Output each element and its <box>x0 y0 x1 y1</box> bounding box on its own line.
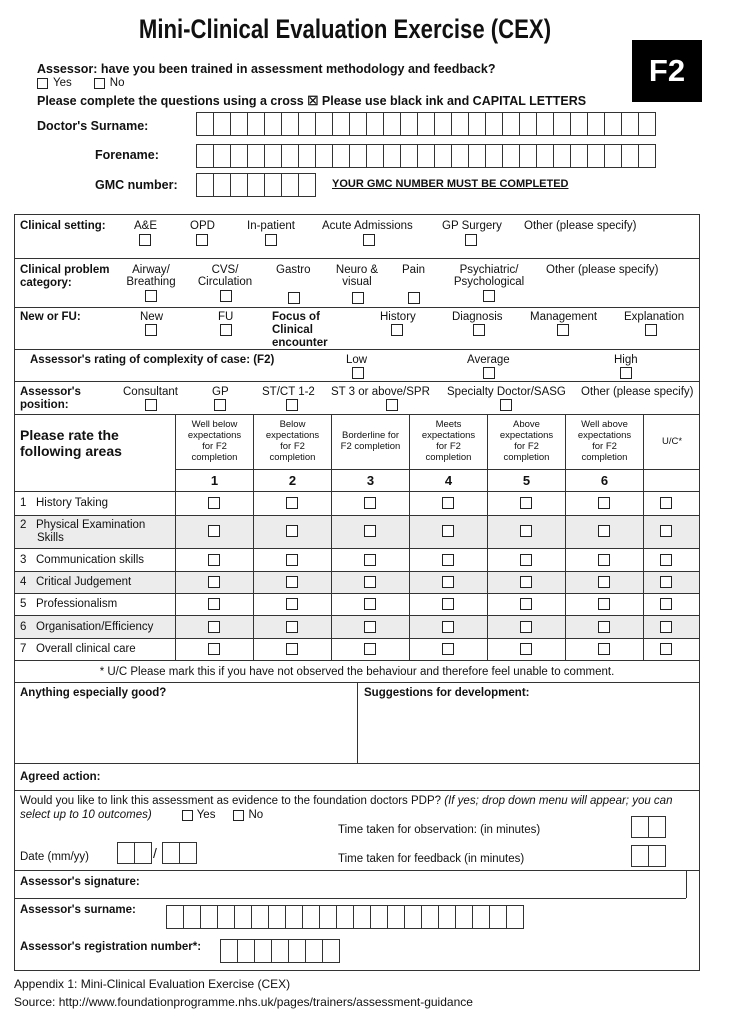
rating-checkbox-row3-col1[interactable] <box>208 554 220 566</box>
char-cell[interactable] <box>271 939 289 963</box>
col-header-above: Above expectations for F2 completion <box>499 419 554 463</box>
char-cell[interactable] <box>553 144 571 168</box>
gmc-number-input[interactable] <box>196 173 315 197</box>
char-cell[interactable] <box>213 173 231 197</box>
link-no-checkbox[interactable] <box>233 810 244 821</box>
problem-gastro-label: Gastro <box>276 264 311 276</box>
rating-checkbox-row3-col3[interactable] <box>364 554 376 566</box>
char-cell[interactable] <box>455 905 473 929</box>
time-observation-input[interactable] <box>631 816 665 838</box>
rating-checkbox-row3-col5[interactable] <box>520 554 532 566</box>
complexity-low-checkbox[interactable] <box>352 367 364 379</box>
rating-checkbox-row6-col7[interactable] <box>660 621 672 633</box>
char-cell[interactable] <box>230 112 248 136</box>
char-cell[interactable] <box>302 905 320 929</box>
rating-checkbox-row3-col7[interactable] <box>660 554 672 566</box>
col-number-2: 2 <box>288 473 297 488</box>
rating-checkbox-row3-col4[interactable] <box>442 554 454 566</box>
source-caption: Source: http://www.foundationprogramme.nhs.uk/pages/trainers/assessment-guidance <box>14 995 473 1009</box>
char-cell[interactable] <box>230 173 248 197</box>
col-header-well-above: Well above expectations for F2 completion <box>577 419 632 463</box>
rating-checkbox-row6-col2[interactable] <box>286 621 298 633</box>
time-feedback-input[interactable] <box>631 845 665 867</box>
focus-diagnosis-label: Diagnosis <box>452 311 503 323</box>
char-cell[interactable] <box>366 144 384 168</box>
rating-checkbox-row4-col3[interactable] <box>364 576 376 588</box>
char-cell[interactable] <box>285 905 303 929</box>
rating-checkbox-row1-col3[interactable] <box>364 497 376 509</box>
position-other-label: Other (please specify) <box>581 386 694 398</box>
rating-checkbox-row4-col7[interactable] <box>660 576 672 588</box>
char-cell[interactable] <box>264 173 282 197</box>
problem-neuro-label-1: Neuro & <box>335 264 379 276</box>
rating-checkbox-row5-col5[interactable] <box>520 598 532 610</box>
problem-cvs-checkbox[interactable] <box>220 290 232 302</box>
rating-heading-2: following areas <box>20 443 122 459</box>
position-specialty-label: Specialty Doctor/SASG <box>447 386 566 398</box>
char-cell[interactable] <box>468 112 486 136</box>
doctor-surname-input[interactable] <box>196 112 655 136</box>
char-cell[interactable] <box>434 112 452 136</box>
char-cell[interactable] <box>400 112 418 136</box>
focus-management-label: Management <box>530 311 598 323</box>
registration-label: Assessor's registration number*: <box>20 941 202 953</box>
rating-checkbox-row1-col7[interactable] <box>660 497 672 509</box>
char-cell[interactable] <box>400 144 418 168</box>
position-st3-label: ST 3 or above/SPR <box>331 386 430 398</box>
suggestions-label: Suggestions for development: <box>364 687 530 699</box>
rating-checkbox-row4-col6[interactable] <box>598 576 610 588</box>
problem-psych-label-2: Psychological <box>453 276 525 288</box>
signature-input[interactable] <box>145 873 683 895</box>
rating-checkbox-row4-col5[interactable] <box>520 576 532 588</box>
char-cell[interactable] <box>506 905 524 929</box>
position-st3-checkbox[interactable] <box>386 399 398 411</box>
focus-label-1: Focus of <box>272 311 320 323</box>
problem-neuro-label-2: visual <box>342 276 372 288</box>
col-header-well-below: Well below expectations for F2 completion <box>187 419 242 463</box>
char-cell[interactable] <box>200 905 218 929</box>
rating-checkbox-row4-col2[interactable] <box>286 576 298 588</box>
char-cell[interactable] <box>570 112 588 136</box>
char-cell[interactable] <box>281 144 299 168</box>
problem-cvs-label-2: Circulation <box>197 276 253 288</box>
registration-input[interactable] <box>220 939 339 963</box>
setting-opd-checkbox[interactable] <box>196 234 208 246</box>
position-specialty-checkbox[interactable] <box>500 399 512 411</box>
char-cell[interactable] <box>234 905 252 929</box>
date-month-input[interactable] <box>117 842 151 864</box>
char-cell[interactable] <box>166 905 184 929</box>
rating-checkbox-row5-col3[interactable] <box>364 598 376 610</box>
training-no-checkbox[interactable] <box>94 78 105 89</box>
good-label: Anything especially good? <box>20 687 167 699</box>
char-cell[interactable] <box>421 905 439 929</box>
char-cell[interactable] <box>604 112 622 136</box>
char-cell[interactable] <box>621 112 639 136</box>
rating-checkbox-row7-col4[interactable] <box>442 643 454 655</box>
gmc-label: GMC number: <box>95 178 178 192</box>
rating-checkbox-row7-col6[interactable] <box>598 643 610 655</box>
char-cell[interactable] <box>519 144 537 168</box>
char-cell[interactable] <box>489 905 507 929</box>
rating-checkbox-row2-col4[interactable] <box>442 525 454 537</box>
char-cell[interactable] <box>264 112 282 136</box>
problem-other-label: Other (please specify) <box>546 264 659 276</box>
char-cell[interactable] <box>387 905 405 929</box>
rating-checkbox-row7-col5[interactable] <box>520 643 532 655</box>
char-cell[interactable] <box>281 112 299 136</box>
row-label-history: 1 History Taking <box>20 497 109 509</box>
col-number-6: 6 <box>600 473 609 488</box>
setting-ae-label: A&E <box>134 220 158 232</box>
rating-checkbox-row5-col1[interactable] <box>208 598 220 610</box>
char-cell[interactable] <box>366 112 384 136</box>
focus-diagnosis-checkbox[interactable] <box>473 324 485 336</box>
complexity-high-checkbox[interactable] <box>620 367 632 379</box>
rating-checkbox-row5-col4[interactable] <box>442 598 454 610</box>
problem-psych-checkbox[interactable] <box>483 290 495 302</box>
gmc-note: YOUR GMC NUMBER MUST BE COMPLETED <box>332 178 569 190</box>
new-label: New <box>140 311 164 323</box>
char-cell[interactable] <box>451 112 469 136</box>
signature-label: Assessor's signature: <box>20 876 140 888</box>
col-number-3: 3 <box>366 473 375 488</box>
char-cell[interactable] <box>383 112 401 136</box>
row-label-professionalism: 5 Professionalism <box>20 598 118 610</box>
rating-checkbox-row2-col1[interactable] <box>208 525 220 537</box>
char-cell[interactable] <box>251 905 269 929</box>
rating-checkbox-row7-col7[interactable] <box>660 643 672 655</box>
char-cell[interactable] <box>315 144 333 168</box>
rating-checkbox-row7-col3[interactable] <box>364 643 376 655</box>
row-label-judgement: 4 Critical Judgement <box>20 576 132 588</box>
instructions-text: Please complete the questions using a cross ☒ Please use black ink and CAPITAL LETTERS <box>37 94 587 108</box>
char-cell[interactable] <box>638 112 656 136</box>
col-header-borderline: Borderline for F2 completion <box>340 430 401 452</box>
uc-note: * U/C Please mark this if you have not observed the behaviour and therefore feel unable to comment. <box>99 666 615 678</box>
link-yes-label: Yes <box>196 809 216 821</box>
char-cell[interactable] <box>305 939 323 963</box>
focus-history-label: History <box>380 311 416 323</box>
link-no-label: No <box>248 809 264 821</box>
problem-gastro-checkbox[interactable] <box>288 292 300 304</box>
char-cell[interactable] <box>332 144 350 168</box>
char-cell[interactable] <box>288 939 306 963</box>
setting-gp-checkbox[interactable] <box>465 234 477 246</box>
char-cell[interactable] <box>485 112 503 136</box>
char-cell[interactable] <box>237 939 255 963</box>
char-cell[interactable] <box>353 905 371 929</box>
complexity-label: Assessor's rating of complexity of case: (F2) <box>30 354 275 366</box>
char-cell[interactable] <box>417 144 435 168</box>
focus-management-checkbox[interactable] <box>557 324 569 336</box>
new-checkbox[interactable] <box>145 324 157 336</box>
fu-label: FU <box>218 311 234 323</box>
problem-airway-label-2: Breathing <box>126 276 176 288</box>
position-gp-label: GP <box>212 386 229 398</box>
assessor-surname-input[interactable] <box>166 905 523 929</box>
char-cell[interactable] <box>315 112 333 136</box>
position-gp-checkbox[interactable] <box>214 399 226 411</box>
rating-checkbox-row5-col7[interactable] <box>660 598 672 610</box>
char-cell[interactable] <box>604 144 622 168</box>
char-cell[interactable] <box>298 173 316 197</box>
char-cell[interactable] <box>254 939 272 963</box>
problem-pain-checkbox[interactable] <box>408 292 420 304</box>
time-observation-label: Time taken for observation: (in minutes) <box>338 824 541 836</box>
date-year-input[interactable] <box>162 842 196 864</box>
problem-airway-checkbox[interactable] <box>145 290 157 302</box>
appendix-caption: Appendix 1: Mini-Clinical Evaluation Exercise (CEX) <box>14 977 291 991</box>
char-cell[interactable] <box>349 112 367 136</box>
forename-label: Forename: <box>95 148 159 162</box>
problem-airway-label-1: Airway/ <box>132 264 170 276</box>
char-cell[interactable] <box>370 905 388 929</box>
row-label-physical: 2 Physical Examination Skills <box>20 519 146 544</box>
setting-inpatient-checkbox[interactable] <box>265 234 277 246</box>
char-cell[interactable] <box>417 112 435 136</box>
row-label-organisation: 6 Organisation/Efficiency <box>20 621 154 633</box>
char-cell[interactable] <box>298 144 316 168</box>
char-cell[interactable] <box>587 144 605 168</box>
setting-other-label: Other (please specify) <box>524 220 637 232</box>
rating-heading-1: Please rate the <box>20 427 119 443</box>
rating-checkbox-row1-col2[interactable] <box>286 497 298 509</box>
char-cell[interactable] <box>332 112 350 136</box>
char-cell[interactable] <box>404 905 422 929</box>
rating-checkbox-row2-col6[interactable] <box>598 525 610 537</box>
char-cell[interactable] <box>213 112 231 136</box>
char-cell[interactable] <box>247 173 265 197</box>
col-number-4: 4 <box>444 473 453 488</box>
char-cell[interactable] <box>220 939 238 963</box>
char-cell[interactable] <box>383 144 401 168</box>
training-yes-checkbox[interactable] <box>37 78 48 89</box>
agreed-action-label: Agreed action: <box>20 771 101 783</box>
col-number-5: 5 <box>522 473 531 488</box>
col-header-below: Below expectations for F2 completion <box>265 419 320 463</box>
rating-checkbox-row4-col1[interactable] <box>208 576 220 588</box>
char-cell[interactable] <box>438 905 456 929</box>
surname-label: Doctor's Surname: <box>37 119 149 133</box>
setting-acute-label: Acute Admissions <box>322 220 413 232</box>
focus-label-2: Clinical <box>272 324 313 336</box>
assessor-surname-label: Assessor's surname: <box>20 904 136 916</box>
suggestions-textarea[interactable] <box>358 700 699 762</box>
char-cell[interactable] <box>196 144 214 168</box>
rating-checkbox-row1-col1[interactable] <box>208 497 220 509</box>
rating-checkbox-row5-col2[interactable] <box>286 598 298 610</box>
char-cell[interactable] <box>638 144 656 168</box>
rating-checkbox-row1-col5[interactable] <box>520 497 532 509</box>
rating-checkbox-row6-col3[interactable] <box>364 621 376 633</box>
char-cell[interactable] <box>322 939 340 963</box>
rating-checkbox-row4-col4[interactable] <box>442 576 454 588</box>
char-cell[interactable] <box>336 905 354 929</box>
char-cell[interactable] <box>217 905 235 929</box>
level-badge: F2 <box>632 40 702 102</box>
agreed-action-input[interactable] <box>110 768 699 788</box>
rating-checkbox-row5-col6[interactable] <box>598 598 610 610</box>
link-note-2: select up to 10 outcomes) <box>20 809 152 821</box>
char-cell[interactable] <box>264 144 282 168</box>
char-cell[interactable] <box>281 173 299 197</box>
problem-neuro-checkbox[interactable] <box>352 292 364 304</box>
problem-category-label-1: Clinical problem <box>20 264 110 276</box>
col-number-1: 1 <box>210 473 219 488</box>
assessor-training-question: Assessor: have you been trained in assessment methodology and feedback? <box>37 62 496 76</box>
char-cell[interactable] <box>247 144 265 168</box>
position-consultant-checkbox[interactable] <box>145 399 157 411</box>
fu-checkbox[interactable] <box>220 324 232 336</box>
position-consultant-label: Consultant <box>123 386 178 398</box>
rating-checkbox-row7-col1[interactable] <box>208 643 220 655</box>
col-header-uc: U/C* <box>661 436 683 447</box>
rating-checkbox-row3-col6[interactable] <box>598 554 610 566</box>
char-cell[interactable] <box>247 112 265 136</box>
char-cell[interactable] <box>519 112 537 136</box>
char-cell[interactable] <box>621 144 639 168</box>
rating-checkbox-row6-col5[interactable] <box>520 621 532 633</box>
position-stct-label: ST/CT 1-2 <box>262 386 315 398</box>
position-label-2: position: <box>20 399 69 411</box>
time-feedback-label: Time taken for feedback (in minutes) <box>338 853 525 865</box>
row-label-overall: 7 Overall clinical care <box>20 643 136 655</box>
position-stct-checkbox[interactable] <box>286 399 298 411</box>
complexity-average-checkbox[interactable] <box>483 367 495 379</box>
char-cell[interactable] <box>213 144 231 168</box>
setting-acute-checkbox[interactable] <box>363 234 375 246</box>
rating-checkbox-row2-col7[interactable] <box>660 525 672 537</box>
rating-checkbox-row2-col2[interactable] <box>286 525 298 537</box>
rating-checkbox-row3-col2[interactable] <box>286 554 298 566</box>
link-yes-checkbox[interactable] <box>182 810 193 821</box>
char-cell[interactable] <box>434 144 452 168</box>
setting-opd-label: OPD <box>190 220 215 232</box>
focus-label-3: encounter <box>272 337 328 349</box>
complexity-average-label: Average <box>467 354 510 366</box>
complexity-low-label: Low <box>346 354 368 366</box>
char-cell[interactable] <box>536 112 554 136</box>
form-title: Mini-Clinical Evaluation Exercise (CEX) <box>138 14 552 44</box>
char-cell[interactable] <box>502 144 520 168</box>
rating-checkbox-row6-col6[interactable] <box>598 621 610 633</box>
row-label-communication: 3 Communication skills <box>20 554 145 566</box>
rating-checkbox-row1-col4[interactable] <box>442 497 454 509</box>
link-question: Would you like to link this assessment as evidence to the foundation doctors PDP? (If yes; drop down menu will appear; you can <box>20 795 673 807</box>
rating-checkbox-row7-col2[interactable] <box>286 643 298 655</box>
char-cell[interactable] <box>472 905 490 929</box>
doctor-forename-input[interactable] <box>196 144 655 168</box>
char-cell[interactable] <box>230 144 248 168</box>
setting-inpatient-label: In-patient <box>247 220 295 232</box>
char-cell[interactable] <box>319 905 337 929</box>
char-cell[interactable] <box>298 112 316 136</box>
char-cell[interactable] <box>502 112 520 136</box>
setting-gp-label: GP Surgery <box>442 220 502 232</box>
new-fu-label: New or FU: <box>20 311 81 323</box>
char-cell[interactable] <box>468 144 486 168</box>
problem-cvs-label-1: CVS/ <box>211 264 239 276</box>
char-cell[interactable] <box>451 144 469 168</box>
char-cell[interactable] <box>196 112 214 136</box>
training-yes-label: Yes <box>53 77 72 89</box>
char-cell[interactable] <box>536 144 554 168</box>
focus-explanation-checkbox[interactable] <box>645 324 657 336</box>
char-cell[interactable] <box>587 112 605 136</box>
focus-history-checkbox[interactable] <box>391 324 403 336</box>
rating-checkbox-row2-col3[interactable] <box>364 525 376 537</box>
char-cell[interactable] <box>349 144 367 168</box>
rating-checkbox-row6-col4[interactable] <box>442 621 454 633</box>
char-cell[interactable] <box>553 112 571 136</box>
good-textarea[interactable] <box>15 700 356 762</box>
char-cell[interactable] <box>196 173 214 197</box>
position-label-1: Assessor's <box>20 386 81 398</box>
date-separator: / <box>153 845 157 861</box>
char-cell[interactable] <box>485 144 503 168</box>
problem-pain-label: Pain <box>402 264 426 276</box>
setting-ae-checkbox[interactable] <box>139 234 151 246</box>
rating-checkbox-row2-col5[interactable] <box>520 525 532 537</box>
clinical-setting-label: Clinical setting: <box>20 220 106 232</box>
training-no-label: No <box>109 77 125 89</box>
problem-category-label-2: category: <box>20 277 72 289</box>
date-label: Date (mm/yy) <box>20 851 89 863</box>
char-cell[interactable] <box>570 144 588 168</box>
rating-checkbox-row6-col1[interactable] <box>208 621 220 633</box>
char-cell[interactable] <box>268 905 286 929</box>
focus-explanation-label: Explanation <box>624 311 685 323</box>
col-header-meets: Meets expectations for F2 completion <box>421 419 476 463</box>
rating-checkbox-row1-col6[interactable] <box>598 497 610 509</box>
char-cell[interactable] <box>183 905 201 929</box>
problem-psych-label-1: Psychiatric/ <box>459 264 519 276</box>
complexity-high-label: High <box>614 354 638 366</box>
